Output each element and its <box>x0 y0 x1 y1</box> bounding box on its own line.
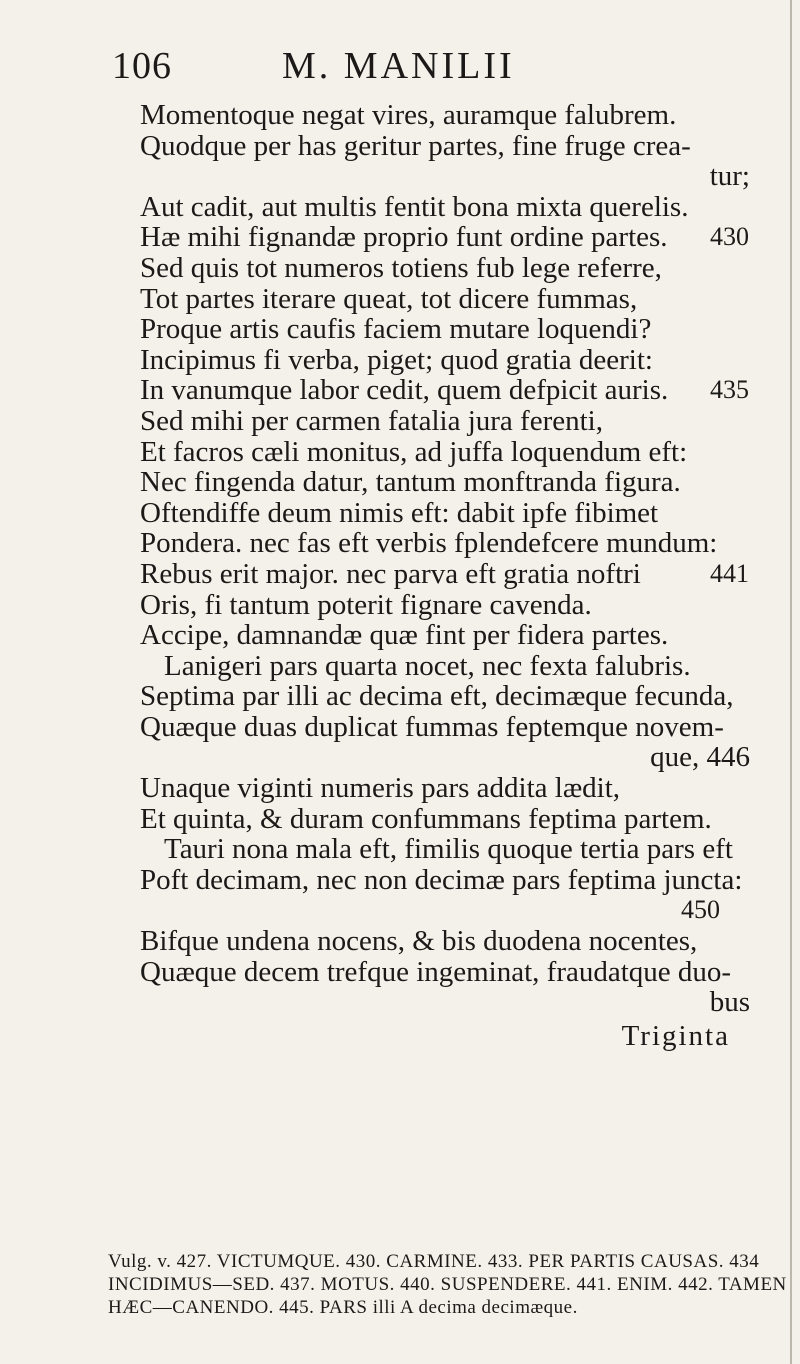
verse-text: Unaque viginti numeris pars addita lædit, <box>140 772 621 805</box>
line-number: 441 <box>710 558 749 588</box>
verse-text: Momentoque negat vires, auramque falubrem. <box>140 99 677 131</box>
verse-text: Oris, fi tantum poterit fignare cavenda. <box>140 588 592 621</box>
verse-text: Rebus erit major. nec parva eft gratia noftri <box>140 557 641 590</box>
verse-line <box>140 100 780 131</box>
verse-text: Quæque duas duplicat fummas feptemque novem- <box>140 710 724 743</box>
verse-text: Tauri nona mala eft, fimilis quoque tertia pars eft <box>164 833 733 866</box>
verse-text: Hæ mihi fignandæ proprio funt ordine partes. <box>140 221 668 254</box>
page-header <box>0 44 800 92</box>
page-edge <box>790 0 792 1364</box>
verse-line <box>140 590 780 621</box>
line-number: 430 <box>710 222 749 252</box>
verse-text: In vanumque labor cedit, quem defpicit auris. <box>140 374 669 407</box>
verse-line <box>140 712 780 743</box>
verse-text: Quodque per has geritur partes, fine fruge crea- <box>140 129 691 162</box>
verse-line <box>140 131 780 162</box>
verse-text: Lanigeri pars quarta nocet, nec fexta falubris. <box>164 649 691 682</box>
verse-text: Tot partes iterare queat, tot dicere fummas, <box>140 282 638 315</box>
verse-line <box>140 651 780 682</box>
verse-line <box>140 559 780 590</box>
running-head: M. MANILII <box>282 45 515 87</box>
verse-line <box>140 804 780 835</box>
verse-line <box>140 620 780 651</box>
verse-text: Et facros cæli monitus, ad juffa loquendum eft: <box>140 435 688 468</box>
verse-line <box>140 192 780 223</box>
verse-line <box>140 437 780 468</box>
verse-line <box>140 314 780 345</box>
verse-line <box>140 253 780 284</box>
verse-line <box>140 467 780 498</box>
verse-line <box>140 865 780 896</box>
verse-text: Poft decimam, nec non decimæ pars feptima juncta: <box>140 863 743 896</box>
verse-line <box>140 222 780 253</box>
verse-line <box>140 375 780 406</box>
verse-line <box>140 773 780 804</box>
verse-text: Sed mihi per carmen fatalia jura ferenti, <box>140 404 603 437</box>
line-number: 435 <box>710 375 749 405</box>
verse-text: Oftendiffe deum nimis eft: dabit ipfe fibimet <box>140 496 659 529</box>
verse-text: Bifque undena nocens, & bis duodena nocentes, <box>140 925 698 958</box>
line-number: 450 <box>681 895 720 925</box>
verse-text: Pondera. nec fas eft verbis fplendefcere mundum: <box>140 527 718 560</box>
verse-line <box>140 926 780 957</box>
verse-line <box>140 406 780 437</box>
verse-text: Nec fingenda datur, tantum monftranda figura. <box>140 466 681 499</box>
verse-line <box>140 284 780 315</box>
verse-text: Proque artis caufis faciem mutare loquendi? <box>140 313 652 346</box>
verse-line <box>140 498 780 529</box>
verse-text: Quæque decem trefque ingeminat, fraudatque duo- <box>140 955 732 988</box>
verse-line <box>140 957 780 988</box>
verse-text: Septima par illi ac decima eft, decimæque fecunda, <box>140 680 734 713</box>
catchword: Triginta <box>621 1019 730 1052</box>
verse-line <box>140 345 780 376</box>
verse-continuation <box>140 742 750 773</box>
verse-text: que, 446 <box>650 741 750 774</box>
verse-continuation <box>140 161 750 192</box>
verse-continuation <box>140 987 750 1018</box>
verse-text: Et quinta, & duram confummans feptima partem. <box>140 802 712 835</box>
verse-line <box>140 528 780 559</box>
verse-text: bus <box>709 986 750 1019</box>
verse-line <box>140 834 780 865</box>
variant-notes: Vulg. v. 427. VICTUMQUE. 430. CARMINE. 433. PER PARTIS CAUSAS. 434 INCIDIMUS—SED. 437. MOTUS. 440. SUSPENDERE. 441. ENIM. 442. TAMEN HÆC—CANENDO. 445. PARS illi A decima decimæque. <box>108 1251 787 1318</box>
page-number: 106 <box>112 45 172 87</box>
verse-text: Incipimus fi verba, piget; quod gratia deerit: <box>140 343 653 376</box>
verse-text: Sed quis tot numeros totiens fub lege referre, <box>140 251 662 284</box>
verse-text: Aut cadit, aut multis fentit bona mixta querelis. <box>140 190 689 223</box>
verse-text: tur; <box>709 160 750 193</box>
verse-line <box>140 681 780 712</box>
verse-text: Accipe, damnandæ quæ fint per fidera partes. <box>140 619 669 652</box>
verse-block <box>140 100 780 1054</box>
